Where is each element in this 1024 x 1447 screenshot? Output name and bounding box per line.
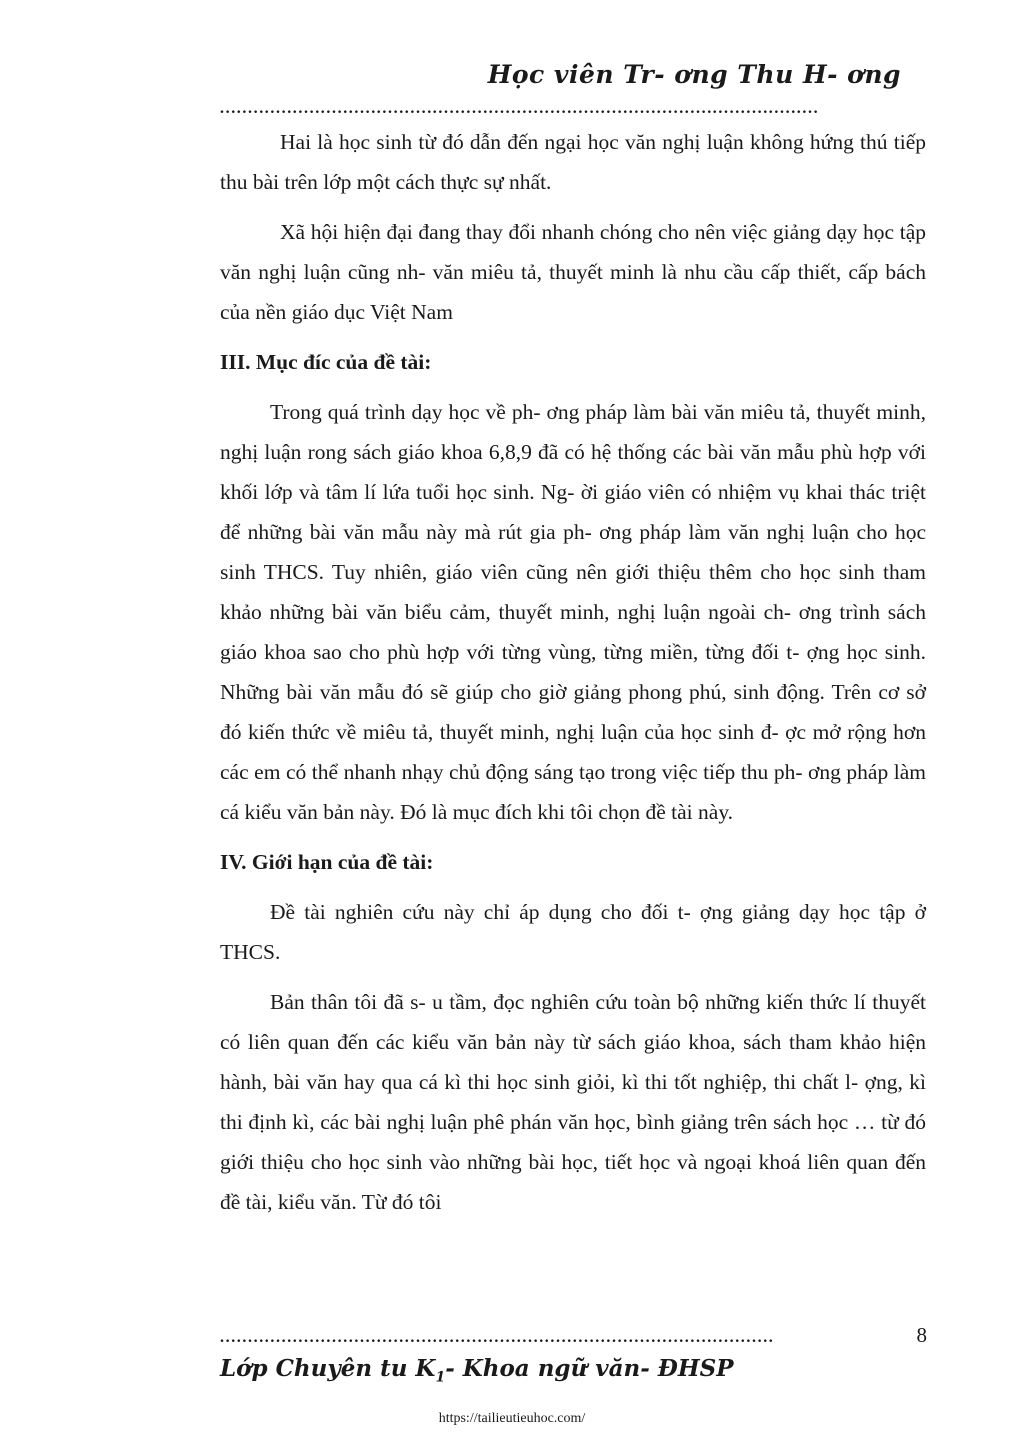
document-body [220,122,926,1232]
footer-class-title [220,1355,734,1386]
paragraph: Hai là học sinh từ đó dẫn đến ngại học văn nghị luận không hứng thú tiếp thu bài trên lớp một cách thực sự nhất. [220,130,926,194]
header-author: Học viên Tr- ơng Thu H- ơng [487,60,901,89]
footer-title-subscript: 1 [435,1369,446,1386]
paragraph: Trong quá trình dạy học về ph- ơng pháp làm bài văn miêu tả, thuyết minh, nghị luận rong sách giáo khoa 6,8,9 đã có hệ thống các bài văn mẫu phù hợp với khối lớp và tâm lí lứa tuổi học sinh. Ng- ời giáo viên có nhiệm vụ khai thác triệt để những bài văn mẫu này mà rút gia ph- ơng pháp làm văn nghị luận cho học sinh THCS. Tuy nhiên, giáo viên cũng nên giới thiệu thêm cho học sinh tham khảo những bài văn biểu cảm, thuyết minh, nghị luận ngoài ch- ơng trình sách giáo khoa sao cho phù hợp với từng vùng, từng miền, từng đối t- ợng học sinh. Những bài văn mẫu đó sẽ giúp cho giờ giảng phong phú, sinh động. Trên cơ sở đó kiến thức về miêu tả, thuyết minh, nghị luận của học sinh đ- ợc mở rộng hơn các em có thể nhanh nhạy chủ động sáng tạo trong việc tiếp thu ph- ơng pháp làm cá kiểu văn bản này. Đó là mục đích khi tôi chọn đề tài này. [220,400,926,824]
paragraph: Đề tài nghiên cứu này chỉ áp dụng cho đối t- ợng giảng dạy học tập ở THCS. [220,900,926,964]
footer-dotted-rule: ................................................................................................... [220,1333,775,1343]
page-number: 8 [916,1323,927,1347]
source-url[interactable]: https://tailieutieuhoc.com/ [438,1411,586,1426]
header-dotted-rule: ........................................................................................................... [220,104,820,114]
paragraph: Bản thân tôi đã s- u tầm, đọc nghiên cứu toàn bộ những kiến thức lí thuyết có liên quan đến các kiểu văn bản này từ sách giáo khoa, sách tham khảo hiện hành, bài văn hay qua cá kì thi học sinh giỏi, kì thi tốt nghiệp, thi chất l- ợng, kì thi định kì, các bài nghị luận phê phán văn học, bình giảng trên sách học … từ đó giới thiệu cho học sinh vào những bài học, tiết học và ngoại khoá liên quan đến đề tài, kiểu văn. Từ đó tôi [220,990,926,1214]
paragraph: Xã hội hiện đại đang thay đổi nhanh chóng cho nên việc giảng dạy học tập văn nghị luận cũng nh- văn miêu tả, thuyết minh là nhu cầu cấp thiết, cấp bách của nền giáo dục Việt Nam [220,220,926,324]
footer-title-prefix: Lớp Chuyên tu K [220,1355,436,1382]
section-heading-scope: IV. Giới hạn của đề tài: [220,850,434,874]
footer-title-suffix: - Khoa ngữ văn- ĐHSP [445,1355,734,1382]
section-heading-purpose: III. Mục đíc của đề tài: [220,350,432,374]
